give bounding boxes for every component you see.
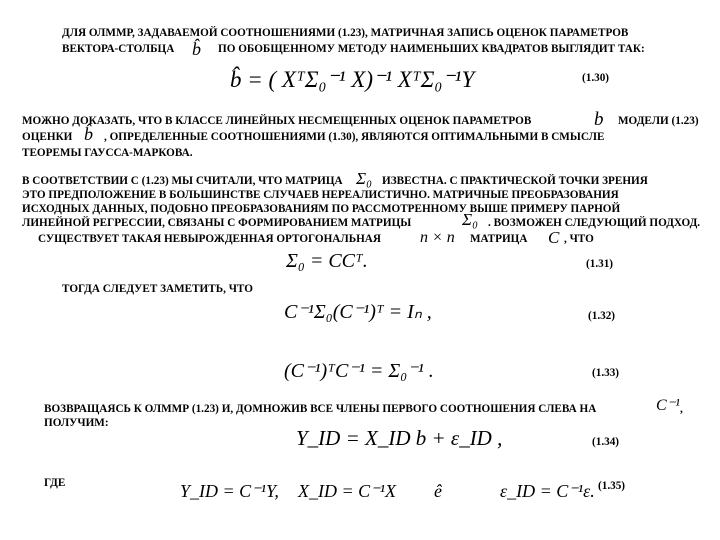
equation-1-35-y: Y_ID = C⁻¹Y, (180, 481, 279, 501)
paragraph2-line2-b: , ОПРЕДЕЛЕННЫЕ СООТНОШЕНИЯМИ (1.30), ЯВЛЯЮТСЯ ОПТИМАЛЬНЫМИ В СМЫСЛЕ (104, 131, 605, 143)
equation-1-34: Y_ID = X_ID b + ε_ID , (296, 426, 503, 450)
equation-number-1-35: (1.35) (598, 480, 626, 492)
equation-number-1-31: (1.31) (586, 258, 614, 270)
symbol-bhat-2: b̂ (84, 124, 93, 144)
symbol-bhat: b̂ (192, 39, 201, 59)
paragraph6-text: ГДЕ (44, 477, 66, 489)
paragraph1-line1: ДЛЯ ОЛММР, ЗАДАВАЕМОЙ СООТНОШЕНИЯМИ (1.23), МАТРИЧНАЯ ЗАПИСЬ ОЦЕНОК ПАРАМЕТРОВ (62, 27, 629, 39)
symbol-sigma0-2: Σ₀ (462, 210, 479, 229)
equation-1-30: b̂ = ( XᵀΣ₀⁻¹ X)⁻¹ XᵀΣ₀⁻¹Y (230, 67, 475, 92)
equation-number-1-32: (1.32) (588, 310, 616, 322)
paragraph2-line1-a: МОЖНО ДОКАЗАТЬ, ЧТО В КЛАССЕ ЛИНЕЙНЫХ НЕСМЕЩЕННЫХ ОЦЕНОК ПАРАМЕТРОВ (22, 115, 532, 127)
equation-number-1-33: (1.33) (592, 367, 620, 379)
equation-1-35-ehat: ê (434, 481, 442, 501)
paragraph3-line4-a: ЛИНЕЙНОЙ РЕГРЕССИИ, СВЯЗАНЫ С ФОРМИРОВАНИЕМ МАТРИЦЫ (22, 217, 412, 229)
symbol-C-inverse: C⁻¹ (656, 397, 680, 414)
paragraph3-line1-b: ИЗВЕСТНА. С ПРАКТИЧЕСКОЙ ТОЧКИ ЗРЕНИЯ (382, 175, 648, 187)
paragraph1-line2-a: ВЕКТОРА-СТОЛБЦА (62, 43, 175, 55)
symbol-sigma0: Σ₀ (356, 169, 373, 188)
paragraph2-line1-b: МОДЕЛИ (1.23) (618, 115, 699, 127)
symbol-n-times-n: n × n (420, 229, 455, 246)
symbol-C: C (548, 228, 560, 247)
paragraph3-line5-c: , ЧТО (564, 233, 594, 245)
paragraph3-line5-a: СУЩЕСТВУЕТ ТАКАЯ НЕВЫРОЖДЕННАЯ ОРТОГОНАЛЬНАЯ (38, 233, 381, 245)
equation-1-35-epsilon: ε_ID = C⁻¹ε. (500, 481, 595, 501)
paragraph4-text: ТОГДА СЛЕДУЕТ ЗАМЕТИТЬ, ЧТО (62, 283, 253, 295)
equation-1-32: C⁻¹Σ₀(C⁻¹)ᵀ = Iₙ , (284, 301, 432, 323)
paragraph2-line2-a: ОЦЕНКИ (22, 131, 73, 143)
paragraph3-line3: ИСХОДНЫХ ДАННЫХ, ПОДОБНО ПРЕОБРАЗОВАНИЯМ ПО РАССМОТРЕННОМУ ВЫШЕ ПРИМЕРУ ПАРНОЙ (22, 203, 621, 215)
equation-number-1-34: (1.34) (592, 436, 620, 448)
paragraph3-line2: ЭТО ПРЕДПОЛОЖЕНИЕ В БОЛЬШИНСТВЕ СЛУЧАЕВ НЕРЕАЛИСТИЧНО. МАТРИЧНЫЕ ПРЕОБРАЗОВАНИЯ (22, 189, 619, 201)
equation-1-33: (C⁻¹)ᵀC⁻¹ = Σ₀⁻¹ . (284, 360, 434, 382)
symbol-b: b (594, 109, 604, 130)
equation-number-1-30: (1.30) (582, 72, 610, 84)
paragraph3-line4-b: . ВОЗМОЖЕН СЛЕДУЮЩИЙ ПОДХОД. (488, 217, 701, 229)
paragraph5-line2: ПОЛУЧИМ: (44, 417, 109, 429)
paragraph3-line5-b: МАТРИЦА (470, 233, 528, 245)
equation-1-31: Σ₀ = CCᵀ. (286, 250, 368, 272)
paragraph1-line2-b: ПО ОБОБЩЕННОМУ МЕТОДУ НАИМЕНЬШИХ КВАДРАТОВ ВЫГЛЯДИТ ТАК: (218, 43, 645, 55)
equation-1-35-x: X_ID = C⁻¹X (298, 481, 397, 501)
paragraph5-line1: ВОЗВРАЩАЯСЬ К ОЛММР (1.23) И, ДОМНОЖИВ ВСЕ ЧЛЕНЫ ПЕРВОГО СООТНОШЕНИЯ СЛЕВА НА (44, 403, 597, 415)
paragraph3-line1-a: В СООТВЕТСТВИИ С (1.23) МЫ СЧИТАЛИ, ЧТО МАТРИЦА (22, 175, 343, 187)
paragraph5-line1-end: , (680, 403, 683, 415)
paragraph2-line3: ТЕОРЕМЫ ГАУССА-МАРКОВА. (22, 147, 193, 159)
